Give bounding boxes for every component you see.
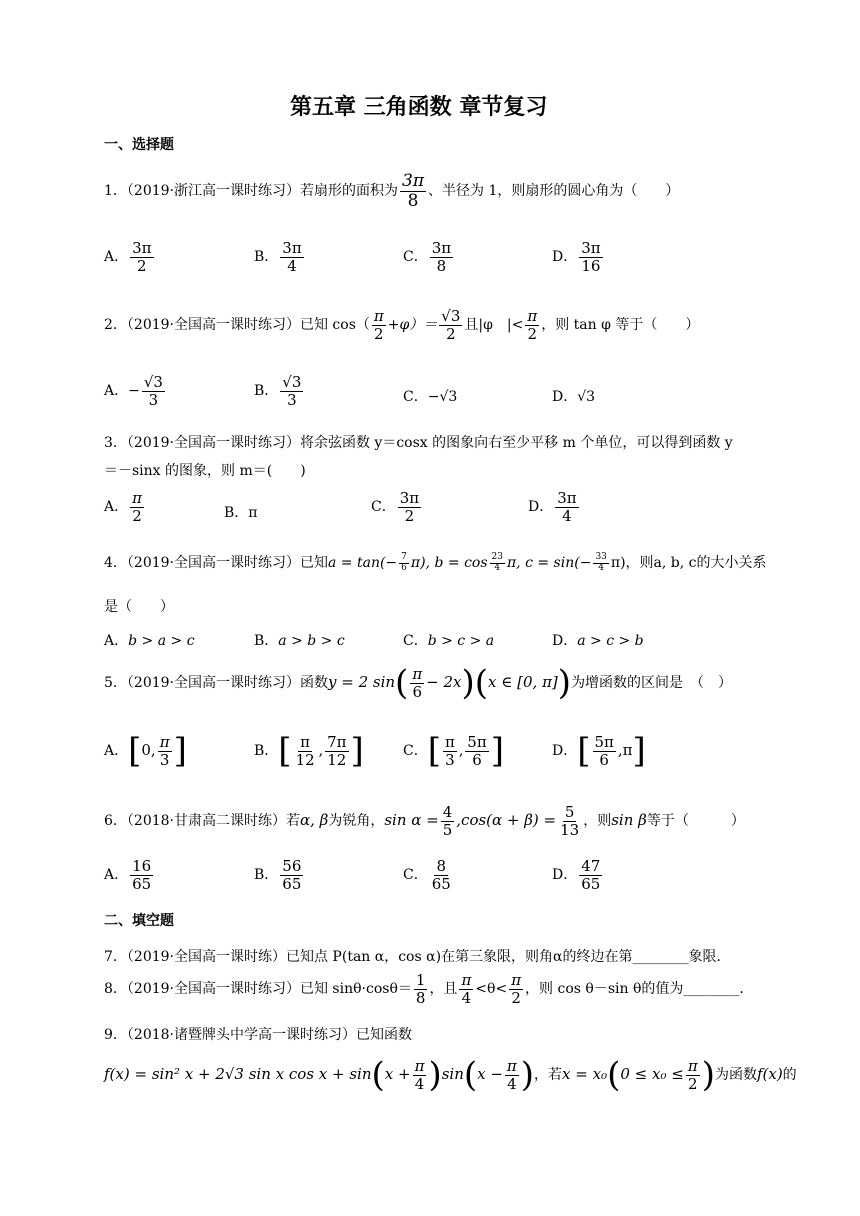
page-title: 第五章 三角函数 章节复习 (290, 94, 548, 120)
q3-option-a[interactable]: A． $\frac{\pi}{2}$ (104, 489, 142, 525)
section-choice: 一、选择题 (104, 137, 174, 153)
question-9-line1: 9．（2018·诸暨牌头中学高一课时练习）已知函数 (104, 1027, 412, 1043)
q2-option-a[interactable]: A．− $\frac{√3}{3}$ (104, 373, 163, 409)
question-1: 1．（2019·浙江高一课时练习）若扇形的面积为 $\frac{3\pi}{8}$ 、半径为 1，则扇形的圆心角为（ ） (104, 171, 680, 211)
q4-option-a[interactable]: A．b > a > c (104, 633, 195, 649)
question-4-line2: 是（ ） (104, 599, 174, 615)
q2-option-d[interactable]: D．√3 (552, 389, 596, 405)
q1-option-d[interactable]: D． $\frac{3\pi}{16}$ (552, 239, 601, 275)
q6-option-d[interactable]: D． $\frac{47}{65}$ (552, 857, 601, 893)
q1-option-a[interactable]: A． $\frac{3\pi}{2}$ (104, 239, 152, 275)
question-5: 5．（2019·全国高一课时练习）函数y = 2 sin( $\frac{\pi}{6}$ − 2x)(x ∈ [0, π])为增函数的区间是 （ ） (104, 663, 733, 703)
q4-option-d[interactable]: D．a > c > b (552, 633, 644, 649)
q1-option-b[interactable]: B． $\frac{3\pi}{4}$ (254, 239, 302, 275)
q3-option-d[interactable]: D． $\frac{3\pi}{4}$ (528, 489, 577, 525)
q5-option-d[interactable]: D．[ $\frac{5\pi}{6}$ ,π] (552, 731, 646, 771)
q2-option-c[interactable]: C．−√3 (403, 389, 458, 405)
question-8: 8．（2019·全国高一课时练习）已知 sinθ·cosθ＝ $\frac{1}{8}$ ，且 $\frac{\pi}{4}$ <θ< $\frac{\pi}{2}$ ，则 cos θ－sin θ的值为________． (104, 971, 754, 1007)
question-4-line1: 4．（2019·全国高一课时练习）已知a = tan(− $\frac{7}{6}$ π), b = cos $\frac{23}{4}$ π, c = sin(− $\frac{33}{4}$ π)，则a, b, c的大小关系 (104, 551, 767, 573)
q6-option-a[interactable]: A． $\frac{16}{65}$ (104, 857, 152, 893)
question-2: 2．（2019·全国高一课时练习）已知 cos（ $\frac{\pi}{2}$ +φ）＝ $\frac{√3}{2}$ 且|φ |< $\frac{\pi}{2}$ ，则 tan φ 等于（ ） (104, 307, 700, 343)
q5-option-b[interactable]: B．[ $\frac{\pi}{12}$ , $\frac{7\pi}{12}$ ] (254, 731, 364, 771)
question-7: 7．（2019·全国高一课时练）已知点 P(tan α，cos α)在第三象限，则角α的终边在第________象限． (104, 949, 731, 965)
section-fill: 二、填空题 (104, 913, 174, 929)
q2-option-b[interactable]: B． $\frac{√3}{3}$ (254, 373, 302, 409)
q5-option-a[interactable]: A．[0, $\frac{\pi}{3}$ ] (104, 731, 187, 771)
q1-option-c[interactable]: C． $\frac{3\pi}{8}$ (403, 239, 452, 275)
q6-option-c[interactable]: C． $\frac{8}{65}$ (403, 857, 451, 893)
question-6: 6．（2018·甘肃高二课时练）若α, β为锐角，sin α = $\frac{4}{5}$ ,cos(α + β) = $\frac{5}{13}$ ，则sin β等于（ ） (104, 803, 745, 839)
question-9-line2: f(x) = sin² x + 2√3 sin x cos x + sin(x + $\frac{\pi}{4}$ )sin(x − $\frac{\pi}{4}$ )，若x = x₀(0 ≤ x₀ ≤ $\frac{\pi}{2}$ )为函数f(x)的 (104, 1055, 797, 1095)
question-3-line2: ＝－sinx 的图象，则 m＝( ) (104, 463, 306, 479)
q4-option-b[interactable]: B．a > b > c (254, 633, 345, 649)
question-3-line1: 3．（2019·全国高一课时练习）将余弦函数 y＝cosx 的图象向右至少平移 m 个单位，可以得到函数 y (104, 435, 733, 451)
q3-option-b[interactable]: B．π (224, 505, 258, 521)
q4-option-c[interactable]: C．b > c > a (403, 633, 495, 649)
q5-option-c[interactable]: C．[ $\frac{\pi}{3}$ , $\frac{5\pi}{6}$ ] (403, 731, 504, 771)
q3-option-c[interactable]: C． $\frac{3\pi}{2}$ (371, 489, 420, 525)
q6-option-b[interactable]: B． $\frac{56}{65}$ (254, 857, 302, 893)
